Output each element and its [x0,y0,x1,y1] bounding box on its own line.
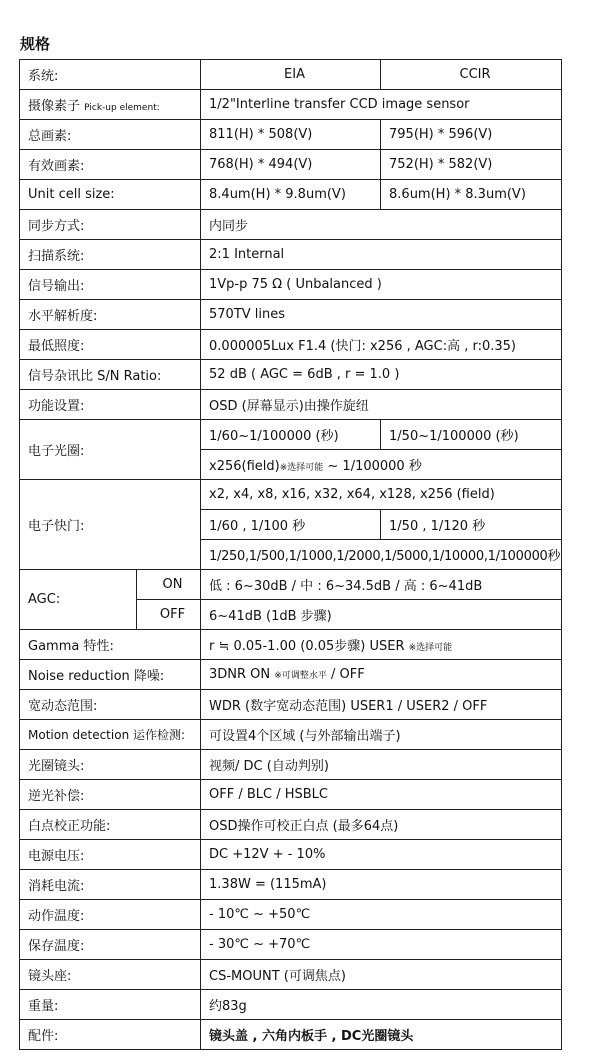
row-label: 逆光补偿: [20,780,201,810]
row-value: 1/2"Interline transfer CCD image sensor [201,90,562,120]
row-value [201,660,562,690]
ccir-value: 1/50~1/100000 (秒) [381,420,562,450]
eia-value: 1/60 , 1/100 秒 [201,510,381,540]
row-value: 内同步 [201,210,562,240]
row-value [201,630,562,660]
row-label: 总画素: [20,120,201,150]
table-row [20,300,562,330]
table-row [20,960,562,990]
row-label: 动作温度: [20,900,201,930]
noise-tail: / OFF [326,667,365,682]
row-label: 最低照度: [20,330,201,360]
row-value: CS-MOUNT (可调焦点) [201,960,562,990]
row-label: 功能设置: [20,390,201,420]
table-row [20,60,562,90]
row-value: 低 : 6~30dB / 中 : 6~34.5dB / 高 : 6~41dB [201,570,562,600]
row-value: DC +12V + - 10% [201,840,562,870]
row-label: 信号杂讯比 S/N Ratio: [20,360,201,390]
ccir-value: 1/50 , 1/120 秒 [381,510,562,540]
table-row [20,180,562,210]
table-row [20,240,562,270]
page-title: 规格 [20,35,51,53]
row-label: 镜头座: [20,960,201,990]
row-value: 570TV lines [201,300,562,330]
table-row [20,750,562,780]
row-value: 1/250,1/500,1/1000,1/2000,1/5000,1/10000,1/100000秒 [201,540,562,570]
row-label: AGC: [20,570,137,630]
row-value: 镜头盖 , 六角内板手 , DC光圈镜头 [201,1020,562,1050]
spec-table [19,59,562,1050]
row-value: 1.38W = (115mA) [201,870,562,900]
table-row [20,930,562,960]
gamma-value: r ≒ 0.05-1.00 (0.05步骤) USER [209,639,405,654]
table-row [20,360,562,390]
row-value: 视频/ DC (自动判别) [201,750,562,780]
table-row [20,810,562,840]
table-row [20,870,562,900]
row-label: 电子光圈: [20,420,201,480]
table-row [20,150,562,180]
row-label: 同步方式: [20,210,201,240]
gamma-note: ※选择可能 [408,643,453,653]
row-value: OFF / BLC / HSBLC [201,780,562,810]
table-row [20,270,562,300]
row-label: 光圈镜头: [20,750,201,780]
noise-value: 3DNR ON [209,667,271,682]
row-label: 系统: [20,60,201,90]
ccir-header: CCIR [381,60,562,90]
row-value: 约83g [201,990,562,1020]
eia-header: EIA [201,60,381,90]
row-value: 2:1 Internal [201,240,562,270]
row-value: WDR (数字宽动态范围) USER1 / USER2 / OFF [201,690,562,720]
row-label: 电子快门: [20,480,201,570]
table-row [20,690,562,720]
eia-value: 768(H) * 494(V) [201,150,381,180]
row-label: Motion detection 运作检测: [20,720,201,750]
label-cn: 摄像素子 [28,99,81,114]
row-label: 配件: [20,1020,201,1050]
iris-tail: ~ 1/100000 秒 [323,459,422,474]
ccir-value: 8.6um(H) * 8.3um(V) [381,180,562,210]
iris-field: x256(field) [209,459,280,474]
table-row [20,1020,562,1050]
table-row [20,330,562,360]
row-value: 可设置4个区域 (与外部输出端子) [201,720,562,750]
row-value: 6~41dB (1dB 步骤) [201,600,562,630]
row-label: 保存温度: [20,930,201,960]
row-label: Noise reduction 降噪: [20,660,201,690]
table-row [20,900,562,930]
row-label: Gamma 特性: [20,630,201,660]
table-row [20,840,562,870]
ccir-value: 795(H) * 596(V) [381,120,562,150]
row-value: 52 dB ( AGC = 6dB , r = 1.0 ) [201,360,562,390]
eia-value: 1/60~1/100000 (秒) [201,420,381,450]
row-label: 信号输出: [20,270,201,300]
row-value [201,450,562,480]
row-value: - 30℃ ~ +70℃ [201,930,562,960]
row-label: 消耗电流: [20,870,201,900]
row-label: 电源电压: [20,840,201,870]
row-value: - 10℃ ~ +50℃ [201,900,562,930]
table-row [20,90,562,120]
table-row [20,480,562,510]
noise-note: ※可调整水平 [274,671,327,681]
table-row [20,720,562,750]
table-row [20,420,562,450]
table-row [20,120,562,150]
ccir-value: 752(H) * 582(V) [381,150,562,180]
eia-value: 811(H) * 508(V) [201,120,381,150]
table-row [20,660,562,690]
row-label: 扫描系统: [20,240,201,270]
iris-note: ※选择可能 [279,463,324,473]
table-row [20,630,562,660]
table-row [20,990,562,1020]
row-label: 有效画素: [20,150,201,180]
row-value: 0.000005Lux F1.4 (快门: x256 , AGC:高 , r:0.35) [201,330,562,360]
row-value: OSD操作可校正白点 (最多64点) [201,810,562,840]
table-row [20,780,562,810]
row-value: 1Vp-p 75 Ω ( Unbalanced ) [201,270,562,300]
table-row [20,390,562,420]
row-label: 宽动态范围: [20,690,201,720]
row-label: 重量: [20,990,201,1020]
row-label [20,90,201,120]
table-row [20,570,562,600]
row-label: 白点校正功能: [20,810,201,840]
agc-off-label: OFF [137,600,201,630]
eia-value: 8.4um(H) * 9.8um(V) [201,180,381,210]
agc-on-label: ON [137,570,201,600]
label-en: Pick-up element: [84,103,160,113]
row-label: Unit cell size: [20,180,201,210]
table-row [20,210,562,240]
row-value: OSD (屏幕显示)由操作旋纽 [201,390,562,420]
row-label: 水平解析度: [20,300,201,330]
row-value: x2, x4, x8, x16, x32, x64, x128, x256 (field) [201,480,562,510]
